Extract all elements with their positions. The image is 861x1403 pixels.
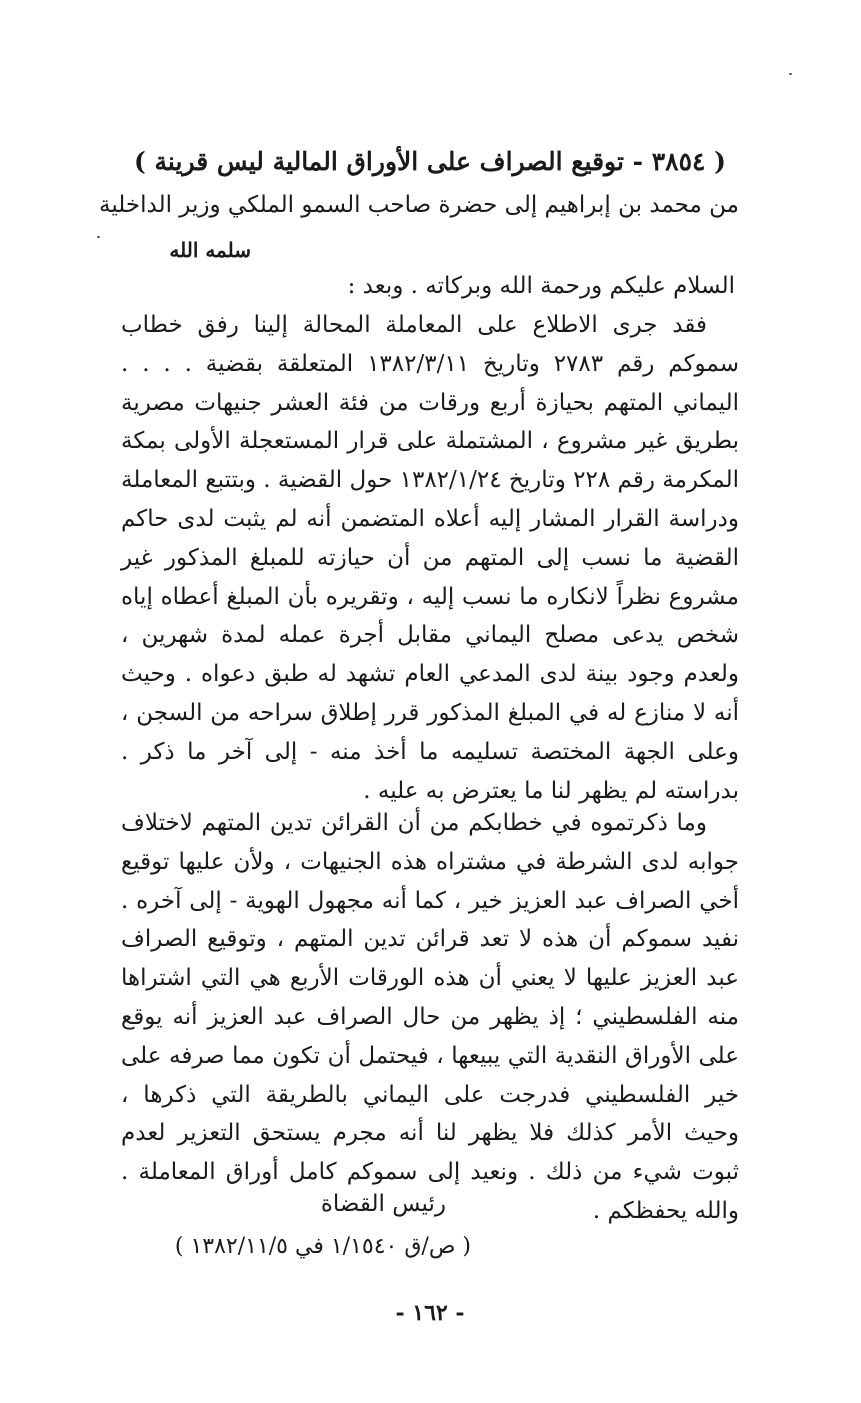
document-reference: ( ص/ق ١/١٥٤٠ في ١٣٨٢/١١/٥ ) (174, 1234, 471, 1259)
body-paragraph-1: فقد جرى الاطلاع على المعاملة المحالة إلينا رفق خطاب سموكم رقم ٢٧٨٣ وتاريخ ١٣٨٢/٣/١١ المتعلقة بقضية . . . . اليماني المتهم بحيازة أربع ورقات من فئة العشر جنيهات مصرية بطريق غير مشروع ، المشتملة على قرار المستعجلة الأولى بمكة المكرمة رقم ٢٢٨ وتاريخ ١٣٨٢/١/٢٤ حول القضية . وبتتبع المعاملة ودراسة القرار المشار إليه أعلاه المتضمن أنه لم يثبت لدى حاكم القضية ما نسب إلى المتهم من أن حيازته للمبلغ المذكور غير مشروع نظراً لانكاره ما نسب إليه ، وتقريره بأن المبلغ أعطاه إياه شخص يدعى مصلح اليماني مقابل أجرة عمله لمدة شهرين ، ولعدم وجود بينة لدى المدعي العام تشهد له طبق دعواه . وحيث أنه لا منازع له في المبلغ المذكور قرر إطلاق سراحه من السجن ، وعلى الجهة المختصة تسليمه ما أخذ منه - إلى آخر ما ذكر . بدراسته لم يظهر لنا ما يعترض به عليه . (121, 312, 739, 804)
scan-speck (789, 73, 792, 75)
greeting: السلام عليكم ورحمة الله وبركاته . وبعد : (347, 273, 735, 299)
page-number: - ١٦٢ - (395, 1300, 465, 1326)
from-line: من محمد بن إبراهيم إلى حضرة صاحب السمو الملكي وزير الداخلية (99, 192, 739, 218)
document-title: ( ٣٨٥٤ - توقيع الصراف على الأوراق المالية ليس قرينة ) (134, 147, 726, 176)
scan-speck (97, 236, 100, 238)
body-paragraph-2: وما ذكرتموه في خطابكم من أن القرائن تدين المتهم لاختلاف جوابه لدى الشرطة في مشتراه هذه الجنيهات ، ولأن عليها توقيع أخي الصراف عبد العزيز خير ، كما أنه مجهول الهوية - إلى آخره . نفيد سموكم أن هذه لا تعد قرائن تدين المتهم ، وتوقيع الصراف عبد العزيز عليها لا يعني أن هذه الورقات الأربع هي التي اشتراها منه الفلسطيني ؛ إذ يظهر من حال الصراف عبد العزيز أنه يوقع على الأوراق النقدية التي يبيعها ، فيحتمل أن تكون مما صرفه على خير الفلسطيني فدرجت على اليماني بالطريقة التي ذكرها ، وحيث الأمر كذلك فلا يظهر لنا أنه مجرم يستحق التعزير لعدم ثبوت شيء من ذلك . ونعيد إلى سموكم كامل أوراق المعاملة . والله يحفظكم . (121, 810, 739, 1224)
signature-title: رئيس القضاة (320, 1191, 446, 1217)
honorific: سلمه الله (169, 238, 251, 262)
